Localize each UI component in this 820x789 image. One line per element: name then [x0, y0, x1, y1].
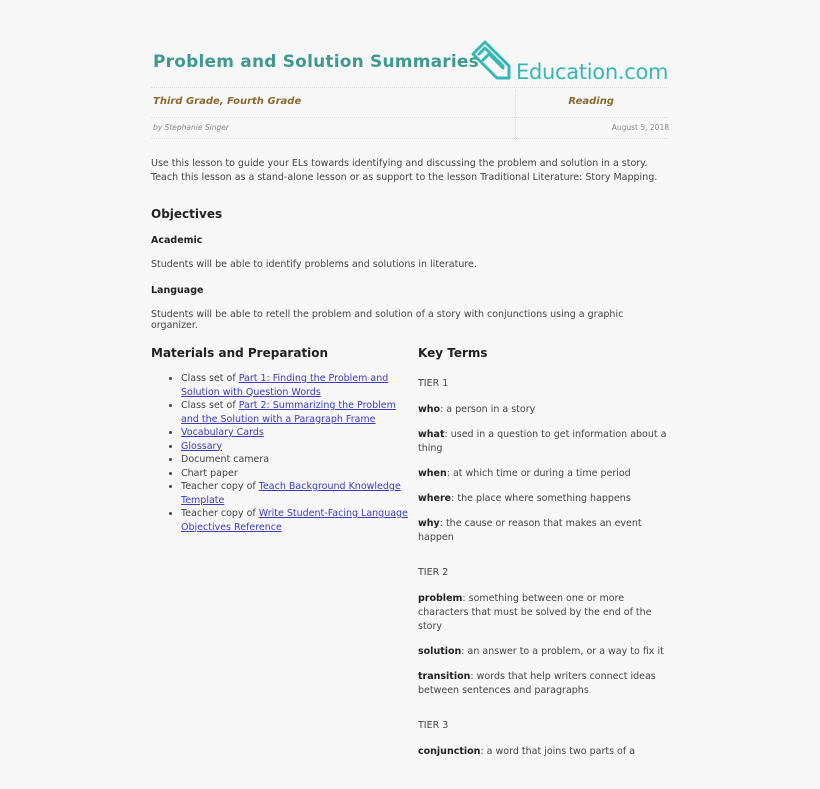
tier-label: TIER 1 [418, 378, 449, 389]
lesson-page [151, 0, 669, 757]
tier-label: TIER 3 [418, 720, 449, 731]
term-definition: : something between one or more characters that must be solved by the end of the story [418, 593, 652, 632]
list-item [181, 480, 411, 507]
term-word: transition [418, 671, 471, 682]
term-word: solution [418, 646, 462, 657]
link-part-1[interactable]: Part 1: Finding the Problem and Solution with Question Words [181, 373, 389, 398]
term-entry [418, 645, 669, 659]
term-entry [418, 403, 669, 417]
term-definition: : at which time or during a time period [446, 468, 631, 479]
term-word: why [418, 518, 440, 529]
term-definition: : a person in a story [440, 404, 536, 415]
term-word: when [418, 468, 447, 479]
key-terms-heading: Key Terms [418, 346, 488, 360]
term-definition: : an answer to a problem, or a way to fix it [461, 646, 664, 657]
term-definition: : the place where something happens [451, 493, 631, 504]
tier-label: TIER 2 [418, 567, 449, 578]
term-word: who [418, 404, 441, 415]
divider-vertical [515, 90, 516, 140]
divider [151, 87, 669, 88]
term-entry [418, 492, 669, 506]
list-item [181, 440, 411, 454]
term-word: problem [418, 593, 463, 604]
academic-objective: Students will be able to identify problems and solutions in literature. [151, 259, 477, 270]
link-part-2[interactable]: Part 2: Summarizing the Problem and the Solution with a Paragraph Frame [181, 400, 396, 425]
term-entry [418, 517, 669, 545]
term-entry [418, 592, 669, 634]
link-language-objectives[interactable]: Write Student-Facing Language Objectives Reference [181, 508, 408, 533]
key-terms-section [418, 346, 669, 770]
materials-heading: Materials and Preparation [151, 346, 329, 360]
logo-text: Education.com [516, 60, 669, 84]
language-label: Language [151, 285, 204, 296]
item-text: Document camera [181, 454, 270, 465]
materials-list [151, 372, 411, 534]
term-definition: : the cause or reason that makes an event happen [418, 518, 642, 543]
language-objective: Students will be able to retell the problem and solution of a story with conjunctions using a graphic organizer. [151, 309, 624, 331]
list-item [181, 426, 411, 440]
list-item [181, 467, 411, 481]
page-title: Problem and Solution Summaries [153, 52, 479, 72]
list-item [181, 372, 411, 399]
term-definition: : words that help writers connect ideas between sentences and paragraphs [418, 671, 656, 696]
list-item [181, 507, 411, 534]
link-vocabulary-cards[interactable]: Vocabulary Cards [181, 427, 264, 438]
term-entry [418, 745, 669, 759]
divider [151, 117, 669, 118]
subject-label: Reading [568, 96, 614, 107]
divider [151, 138, 669, 139]
materials-section [151, 346, 411, 534]
objectives-heading: Objectives [151, 207, 223, 221]
list-item [181, 399, 411, 426]
term-definition: : a word that joins two parts of a [480, 746, 636, 757]
term-definition: : used in a question to get information about a thing [418, 429, 667, 454]
item-text: Teacher copy of [181, 481, 259, 492]
link-background-knowledge[interactable]: Teach Background Knowledge Template [181, 481, 401, 506]
term-word: where [418, 493, 452, 504]
term-entry [418, 428, 669, 456]
lesson-intro: Use this lesson to guide your ELs towards identifying and discussing the problem and solution in a story. Teach this lesson as a stand-alone lesson or as support to the lesson Traditional Literature: Story Mapping. [151, 158, 658, 183]
link-glossary[interactable]: Glossary [181, 440, 223, 452]
item-text: Class set of [181, 373, 239, 384]
grade-levels: Third Grade, Fourth Grade [153, 96, 302, 107]
term-word: what [418, 429, 445, 440]
item-text: Chart paper [181, 467, 238, 479]
item-text: Teacher copy of [181, 508, 259, 519]
author-byline: by Stephanie Singer [153, 123, 229, 132]
pencil-logo-icon [469, 40, 517, 88]
list-item [181, 453, 411, 467]
term-entry [418, 670, 669, 698]
academic-label: Academic [151, 235, 203, 246]
term-entry [418, 467, 669, 481]
item-text: Class set of [181, 400, 239, 411]
publish-date: August 5, 2018 [611, 123, 669, 132]
term-word: conjunction [418, 746, 481, 757]
education-com-logo[interactable] [469, 40, 669, 88]
